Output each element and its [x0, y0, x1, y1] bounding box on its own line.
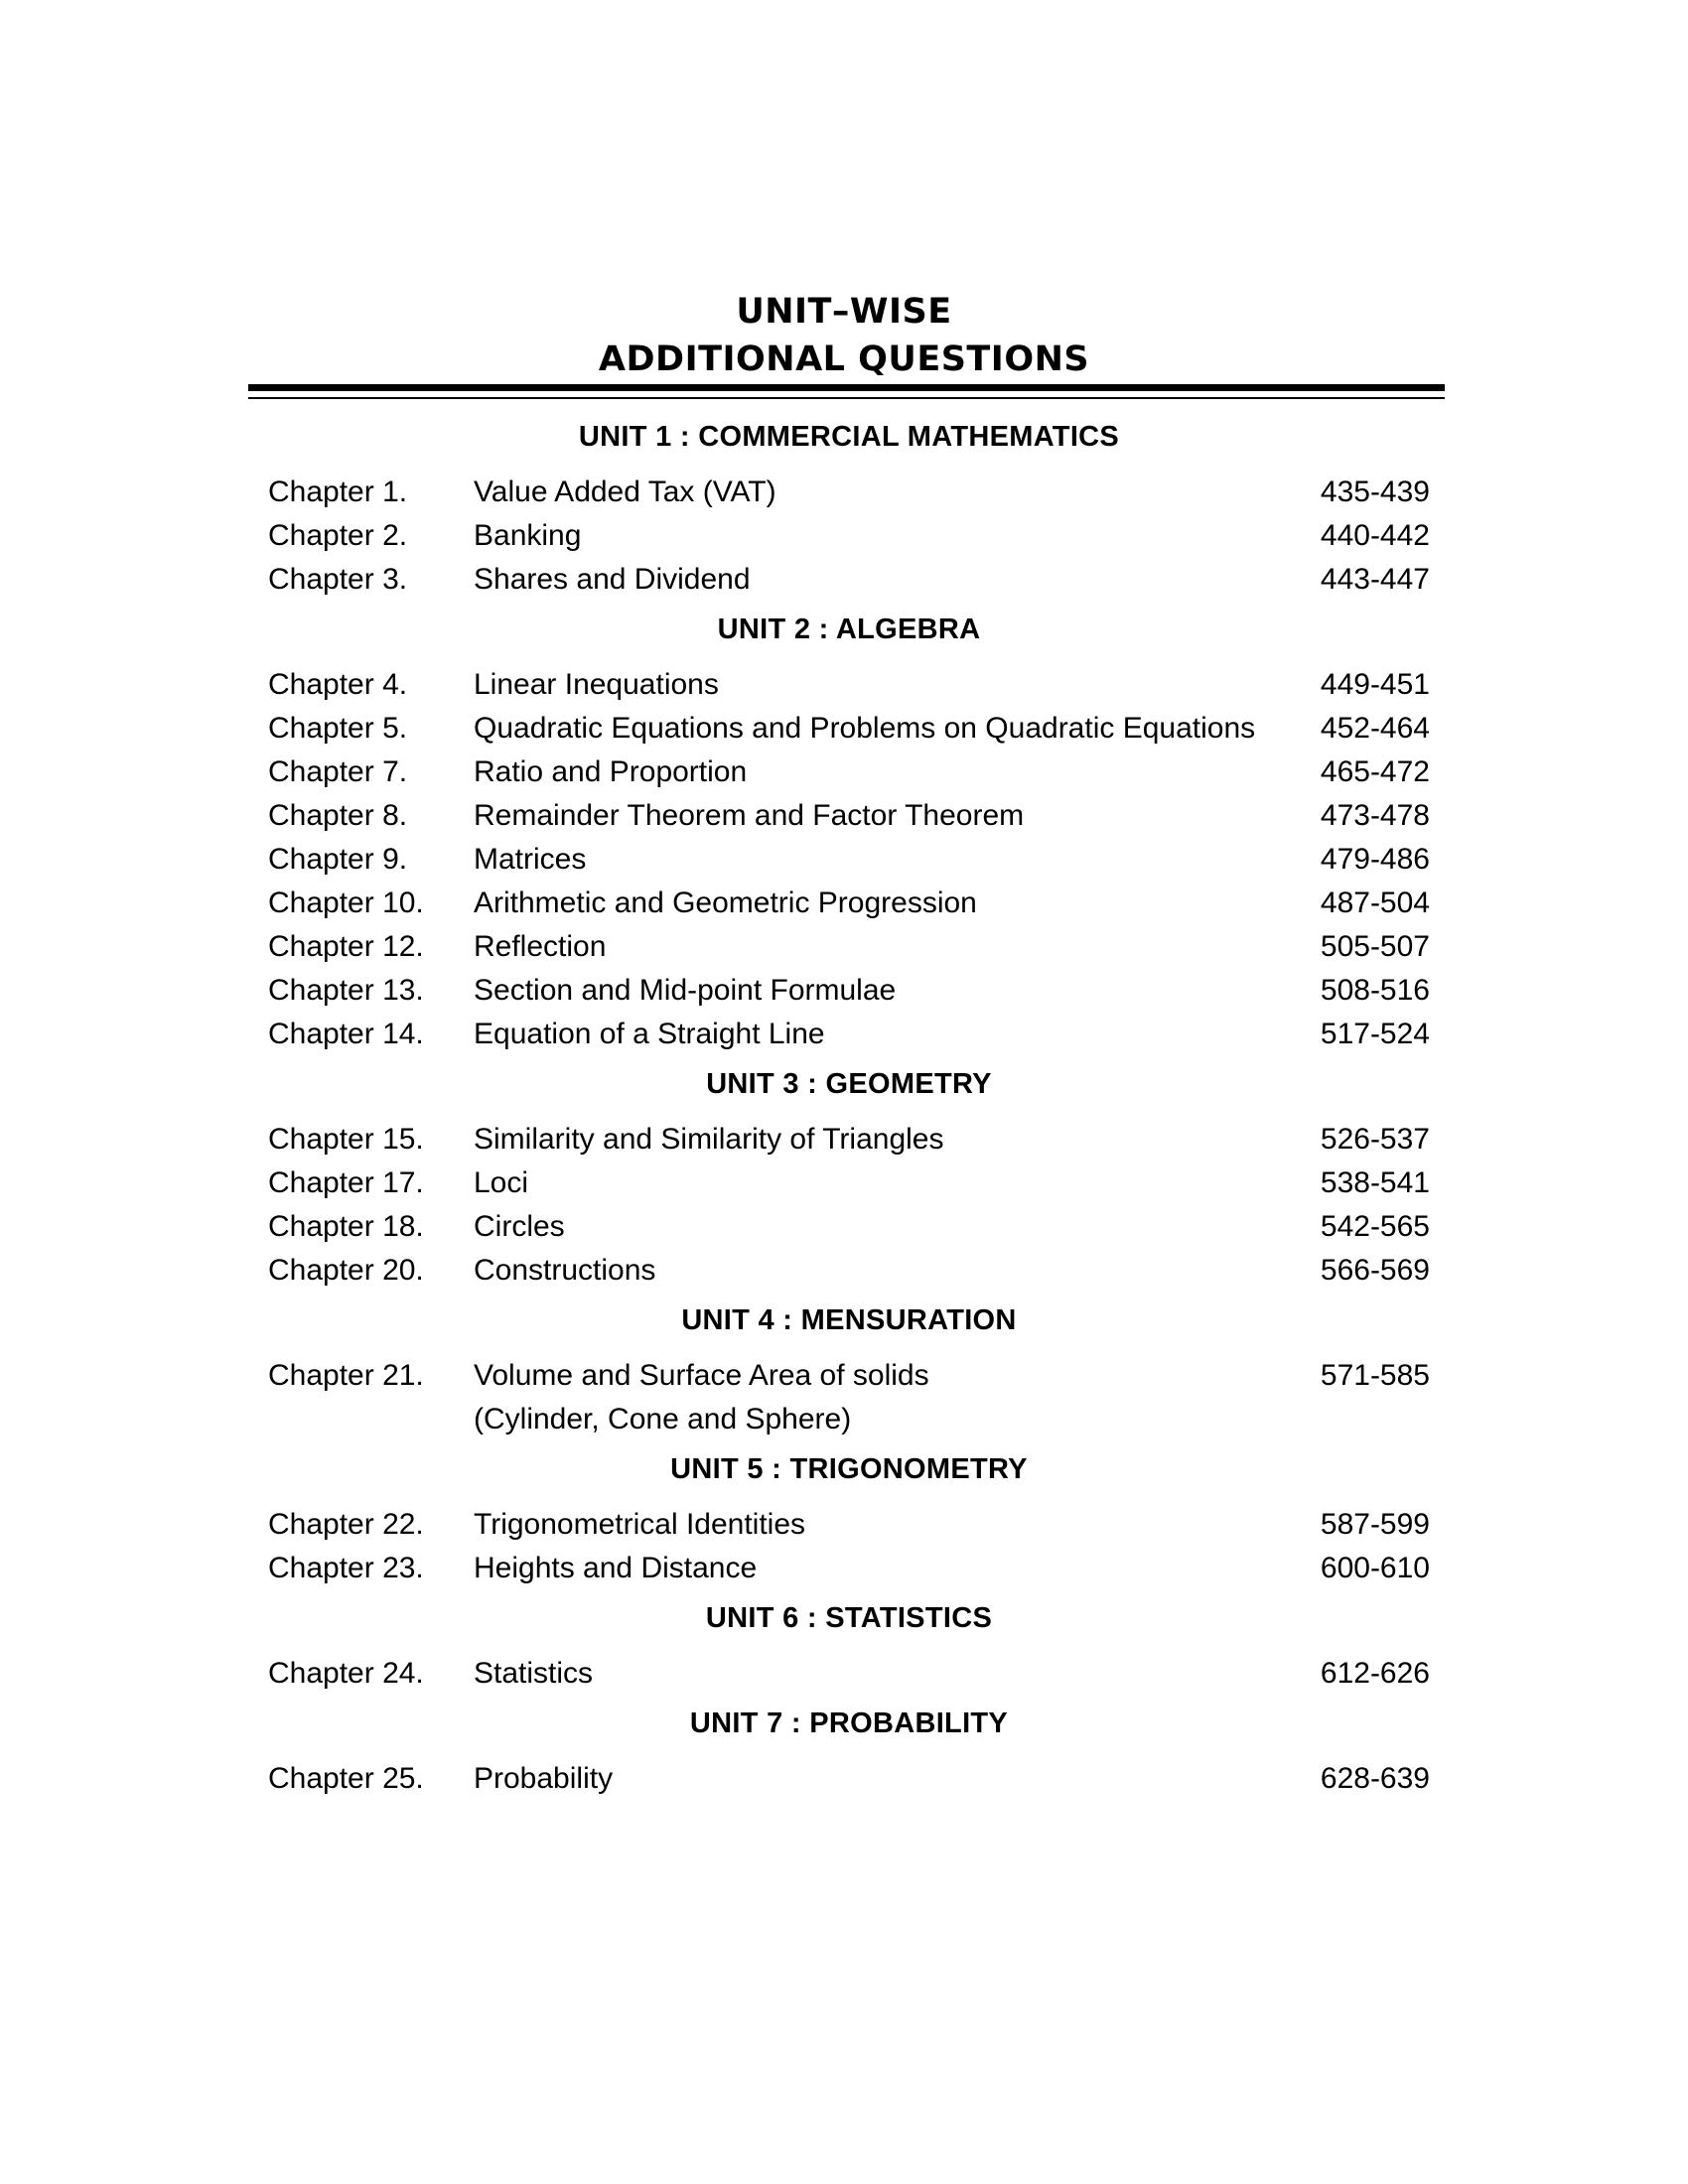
chapter-row: [268, 514, 1430, 558]
chapter-title: Heights and Distance: [474, 1552, 758, 1584]
chapter-pages: 628-639: [1320, 1762, 1430, 1795]
chapter-row: [268, 558, 1430, 602]
chapter-title: Circles: [474, 1210, 565, 1243]
chapter-number: Chapter 3.: [268, 563, 408, 596]
chapter-number: Chapter 25.: [268, 1762, 424, 1795]
chapter-title: Probability: [474, 1762, 614, 1795]
chapter-row: [268, 925, 1430, 969]
chapter-title: Loci: [474, 1166, 529, 1199]
page-title: [248, 288, 1440, 383]
chapter-title: Constructions: [474, 1254, 656, 1287]
chapter-pages: 517-524: [1320, 1018, 1430, 1050]
chapter-row: [268, 1503, 1430, 1547]
chapter-title: Statistics: [474, 1657, 594, 1690]
unit-section: [268, 1702, 1430, 1801]
chapter-pages: 487-504: [1320, 887, 1430, 919]
chapter-row: [268, 707, 1430, 751]
chapter-title: Reflection: [474, 930, 607, 963]
chapter-row: [268, 838, 1430, 882]
chapter-pages: 452-464: [1320, 712, 1430, 745]
chapter-row: [268, 794, 1430, 838]
chapter-number: Chapter 20.: [268, 1254, 424, 1287]
chapter-number: Chapter 2.: [268, 519, 408, 552]
chapter-pages: 508-516: [1320, 974, 1430, 1007]
chapter-title: Remainder Theorem and Factor Theorem: [474, 799, 1025, 832]
chapter-pages: 526-537: [1320, 1123, 1430, 1156]
chapter-title: Similarity and Similarity of Triangles: [474, 1123, 944, 1156]
chapter-pages: 449-451: [1320, 668, 1430, 701]
chapter-number: Chapter 18.: [268, 1210, 424, 1243]
chapter-pages: 538-541: [1320, 1166, 1430, 1199]
chapter-row: [268, 1013, 1430, 1056]
chapter-row: [268, 1161, 1430, 1205]
chapter-number: Chapter 5.: [268, 712, 408, 745]
chapter-pages: 566-569: [1320, 1254, 1430, 1287]
chapter-number: Chapter 17.: [268, 1166, 424, 1199]
unit-heading: UNIT 7 : PROBABILITY: [689, 1707, 1009, 1739]
chapter-number: Chapter 10.: [268, 887, 424, 919]
title-rule-thick: [248, 384, 1445, 391]
chapter-number: Chapter 21.: [268, 1359, 424, 1392]
chapter-pages: 600-610: [1320, 1552, 1430, 1584]
chapter-title: Section and Mid-point Formulae: [474, 974, 897, 1007]
chapter-number: Chapter 4.: [268, 668, 408, 701]
chapter-pages: 571-585: [1320, 1359, 1430, 1392]
chapter-title: Ratio and Proportion: [474, 755, 748, 788]
chapter-row: [268, 1118, 1430, 1161]
chapter-number: Chapter 8.: [268, 799, 408, 832]
chapter-title: Equation of a Straight Line: [474, 1018, 825, 1050]
chapter-number: Chapter 13.: [268, 974, 424, 1007]
chapter-pages: 473-478: [1320, 799, 1430, 832]
unit-heading: UNIT 3 : GEOMETRY: [706, 1068, 992, 1100]
chapter-title: Trigonometrical Identities: [474, 1508, 806, 1541]
chapter-number: Chapter 23.: [268, 1552, 424, 1584]
unit-heading: UNIT 4 : MENSURATION: [681, 1304, 1017, 1336]
chapter-pages: 612-626: [1320, 1657, 1430, 1690]
title-rule-thin: [248, 397, 1445, 399]
unit-section: [268, 608, 1430, 1056]
chapter-title-line-1: Volume and Surface Area of solids: [474, 1359, 929, 1392]
chapter-pages: 505-507: [1320, 930, 1430, 963]
chapter-row: [268, 1547, 1430, 1590]
unit-section: [268, 415, 1430, 602]
chapter-row: [268, 751, 1430, 794]
chapter-title: Banking: [474, 519, 582, 552]
chapter-pages: 435-439: [1320, 476, 1430, 508]
chapter-number: Chapter 22.: [268, 1508, 424, 1541]
title-line-1: UNIT–WISE: [736, 292, 952, 332]
chapter-number: Chapter 14.: [268, 1018, 424, 1050]
unit-section: [268, 1062, 1430, 1293]
chapter-row: [268, 1354, 1430, 1441]
unit-heading: UNIT 1 : COMMERCIAL MATHEMATICS: [578, 421, 1120, 453]
chapter-pages: 479-486: [1320, 843, 1430, 876]
chapter-title: Shares and Dividend: [474, 563, 751, 596]
chapter-title: Value Added Tax (VAT): [474, 476, 776, 508]
chapter-row: [268, 663, 1430, 707]
chapter-row: [268, 1652, 1430, 1696]
chapter-number: Chapter 12.: [268, 930, 424, 963]
chapter-row: [268, 1205, 1430, 1249]
chapter-pages: 542-565: [1320, 1210, 1430, 1243]
title-line-2: ADDITIONAL QUESTIONS: [598, 340, 1090, 379]
chapter-number: Chapter 1.: [268, 476, 408, 508]
chapter-row: [268, 969, 1430, 1013]
chapter-title-line-2: (Cylinder, Cone and Sphere): [474, 1403, 852, 1435]
unit-heading: UNIT 5 : TRIGONOMETRY: [670, 1453, 1028, 1485]
unit-heading: UNIT 2 : ALGEBRA: [717, 614, 981, 645]
unit-heading: UNIT 6 : STATISTICS: [705, 1602, 993, 1634]
chapter-pages: 440-442: [1320, 519, 1430, 552]
chapter-title: Arithmetic and Geometric Progression: [474, 887, 977, 919]
unit-section: [268, 1447, 1430, 1590]
chapter-row: [268, 471, 1430, 514]
unit-section: [268, 1298, 1430, 1441]
chapter-pages: 587-599: [1320, 1508, 1430, 1541]
chapter-number: Chapter 24.: [268, 1657, 424, 1690]
chapter-title: Linear Inequations: [474, 668, 719, 701]
chapter-title: Matrices: [474, 843, 587, 876]
chapter-row: [268, 1757, 1430, 1801]
chapter-number: Chapter 7.: [268, 755, 408, 788]
chapter-pages: 465-472: [1320, 755, 1430, 788]
chapter-row: [268, 1249, 1430, 1293]
chapter-number: Chapter 9.: [268, 843, 408, 876]
chapter-number: Chapter 15.: [268, 1123, 424, 1156]
unit-section: [268, 1596, 1430, 1696]
chapter-row: [268, 882, 1430, 925]
table-of-contents: [268, 409, 1430, 1801]
chapter-title: Quadratic Equations and Problems on Quadratic Equations: [474, 712, 1256, 745]
chapter-title: [474, 1354, 1311, 1441]
chapter-pages: 443-447: [1320, 563, 1430, 596]
